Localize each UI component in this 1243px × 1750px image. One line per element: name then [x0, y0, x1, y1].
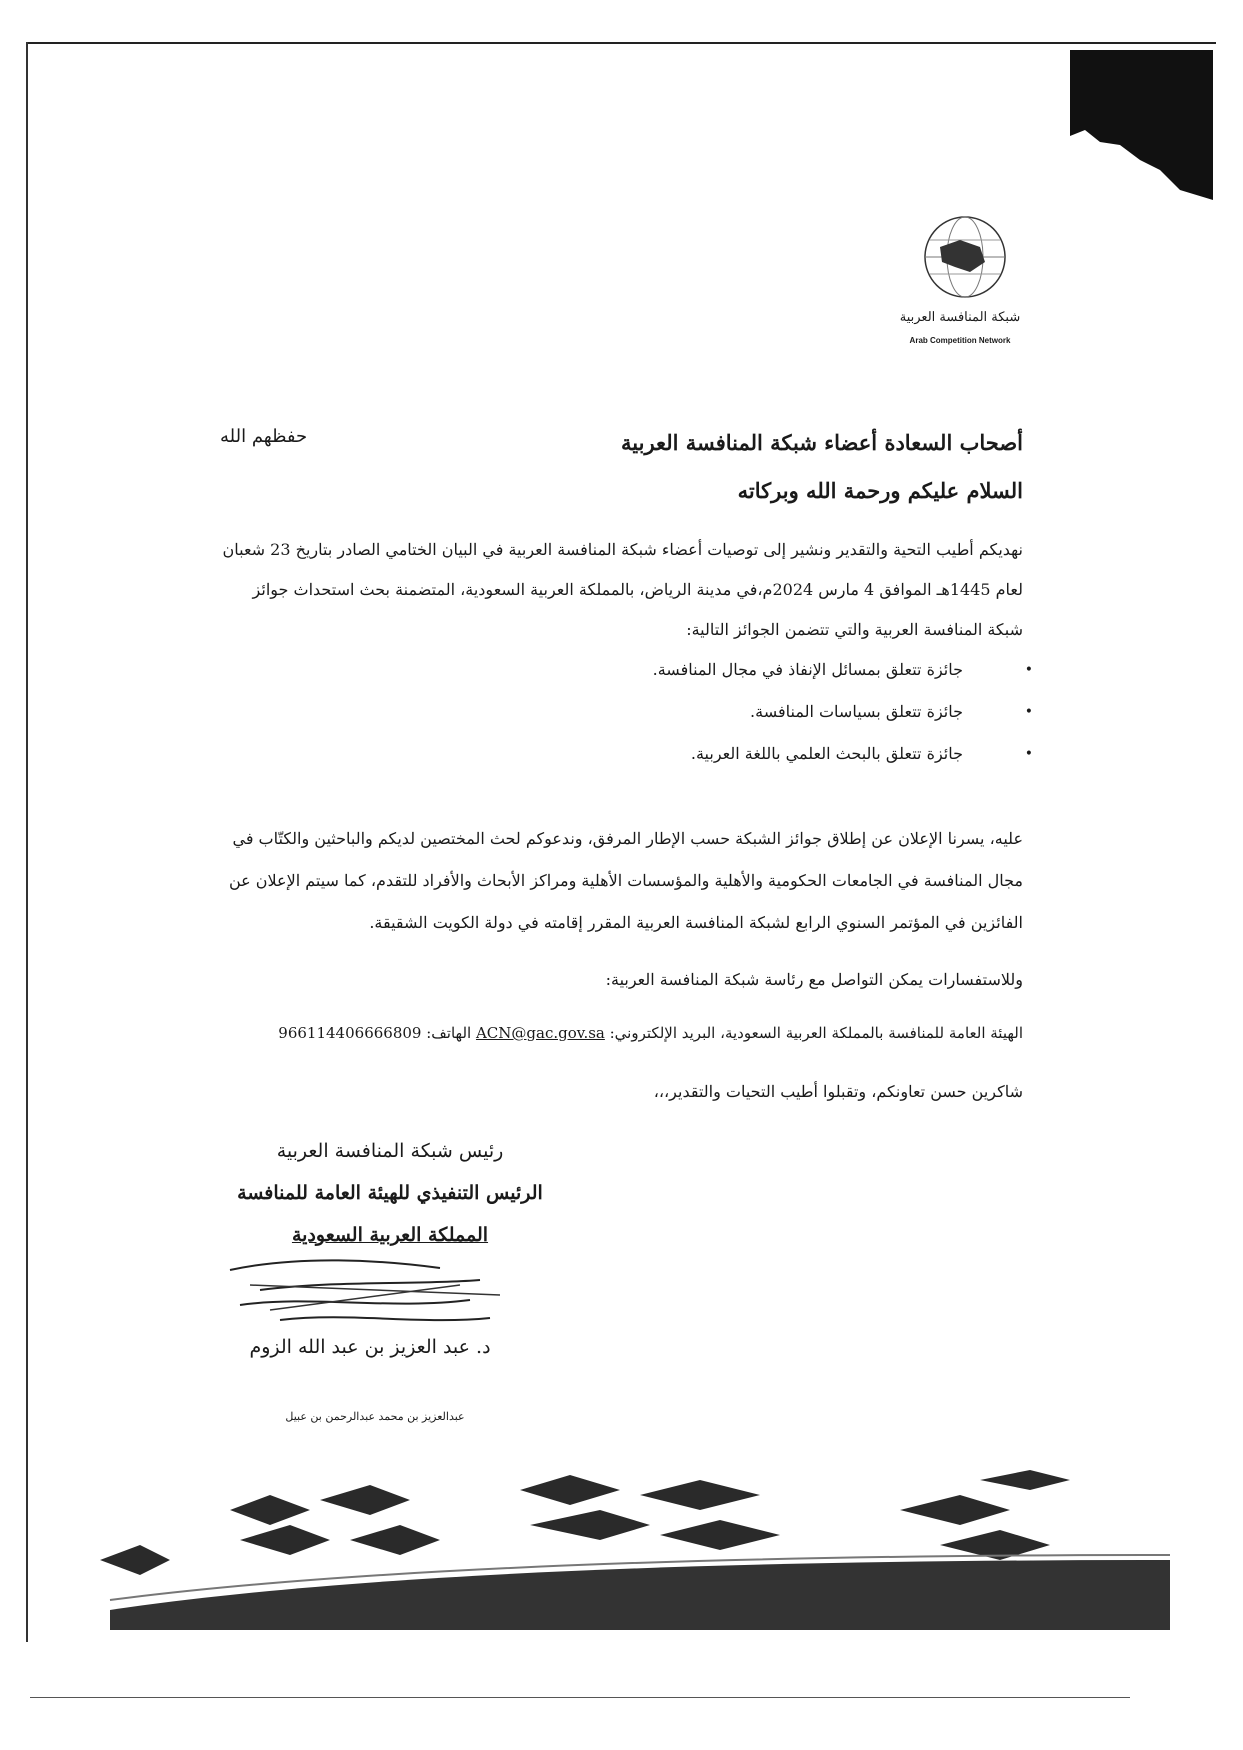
- greeting: السلام عليكم ورحمة الله وبركاته: [737, 478, 1023, 503]
- award-text: جائزة تتعلق بسياسات المنافسة.: [750, 702, 963, 721]
- list-item: [463, 744, 1033, 786]
- logo-name-en: Arab Competition Network: [909, 336, 1011, 345]
- bullet-icon: •: [1024, 662, 1033, 678]
- announcement-paragraph: عليه، يسرنا الإعلان عن إطلاق جوائز الشبكة حسب الإطار المرفق، وندعوكم لحث المختصين لديكم والباحثين والكتّاب في مجال المنافسة في الجامعات الحكومية والأهلية والمؤسسات الأهلية ومراكز الأبحاث والأفراد للتقدم، كما سيتم الإعلان عن الفائزين في المؤتمر السنوي الرابع لشبكة المنافسة العربية المقرر إقامته في دولة الكويت الشقيقة.: [228, 829, 1023, 932]
- signature-title-1: رئيس شبكة المنافسة العربية: [276, 1140, 504, 1162]
- awards-list: [463, 660, 1033, 786]
- inquiries-line: وللاستفسارات يمكن التواصل مع رئاسة شبكة المنافسة العربية:: [605, 970, 1023, 989]
- honorific: حفظهم الله: [220, 426, 308, 447]
- closing-line: شاكرين حسن تعاونكم، وتقبلوا أطيب التحيات والتقدير،،،: [653, 1082, 1023, 1101]
- contact-phone-label: الهاتف:: [421, 1024, 476, 1042]
- contact-prefix: الهيئة العامة للمنافسة بالمملكة العربية السعودية، البريد الإلكتروني:: [604, 1024, 1023, 1042]
- addressee: أصحاب السعادة أعضاء شبكة المنافسة العربية: [621, 430, 1023, 455]
- bullet-icon: •: [1024, 704, 1033, 720]
- page-border-top: [26, 42, 1216, 44]
- globe-logo-icon: [900, 212, 1030, 352]
- intro-paragraph: نهديكم أطيب التحية والتقدير ونشير إلى توصيات أعضاء شبكة المنافسة العربية في البيان الختامي الصادر بتاريخ 23 شعبان لعام 1445هـ الموافق 4 مارس 2024م،في مدينة الرياض، بالمملكة العربية السعودية، المتضمنة بحث استحداث جوائز شبكة المنافسة العربية والتي تتضمن الجوائز التالية:: [222, 540, 1023, 639]
- award-text: جائزة تتعلق بمسائل الإنفاذ في مجال المنافسة.: [652, 660, 963, 679]
- scan-corner-blot: [1070, 50, 1213, 200]
- signer-name: د. عبد العزيز بن عبد الله الزوم: [249, 1336, 491, 1358]
- initials-stamp: عبدالعزيز بن محمد عبدالرحمن بن عبيل: [285, 1410, 465, 1423]
- contact-line: [213, 1013, 1023, 1053]
- list-item: [463, 702, 1033, 744]
- award-text: جائزة تتعلق بالبحث العلمي باللغة العربية.: [690, 744, 963, 763]
- signature-title-3: المملكة العربية السعودية: [291, 1224, 489, 1246]
- page-border-left: [26, 42, 28, 1642]
- decorative-pattern: [80, 1450, 1170, 1630]
- page-border-bottom: [30, 1697, 1130, 1698]
- handwritten-signature: [220, 1250, 520, 1340]
- contact-email-link[interactable]: ACN@gac.gov.sa: [475, 1024, 605, 1042]
- signature-title-2: الرئيس التنفيذي للهيئة العامة للمنافسة: [237, 1182, 543, 1204]
- contact-phone: 966114406666809: [278, 1024, 422, 1042]
- logo-name-ar: شبكة المنافسة العربية: [899, 310, 1021, 325]
- bullet-icon: •: [1024, 746, 1033, 762]
- list-item: [463, 660, 1033, 702]
- signature-block: [220, 1130, 560, 1256]
